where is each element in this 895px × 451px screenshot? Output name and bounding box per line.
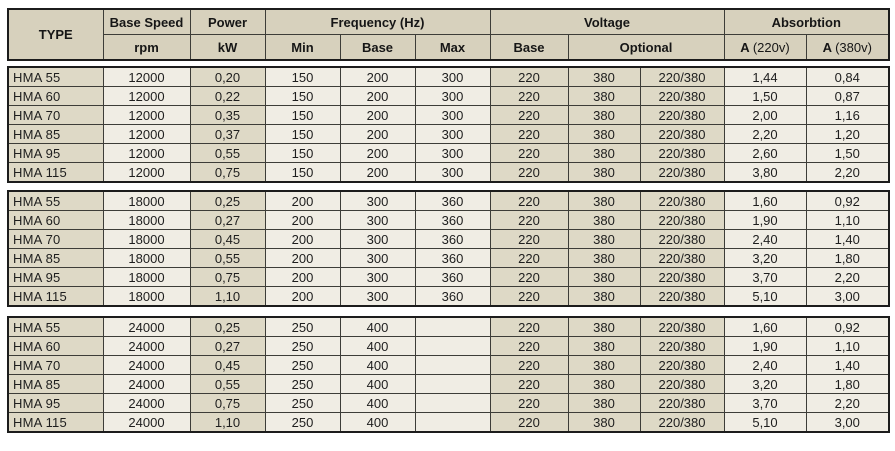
- cell-amp_220v: 1,60: [724, 191, 806, 211]
- cell-amp_220v: 2,40: [724, 230, 806, 249]
- cell-rpm: 18000: [103, 287, 190, 307]
- cell-rpm: 18000: [103, 191, 190, 211]
- cell-volt_base: 220: [490, 413, 568, 433]
- cell-volt_optional: 220/380: [640, 230, 724, 249]
- cell-amp_220v: 2,20: [724, 125, 806, 144]
- cell-type: HMA 55: [8, 67, 103, 87]
- amp-380-bold: A: [822, 39, 832, 55]
- cell-amp_220v: 3,20: [724, 249, 806, 268]
- cell-volt_optional: 220/380: [640, 413, 724, 433]
- cell-freq_min: 150: [265, 87, 340, 106]
- cell-rpm: 12000: [103, 106, 190, 125]
- cell-amp_220v: 3,70: [724, 394, 806, 413]
- cell-freq_min: 150: [265, 144, 340, 163]
- cell-freq_base: 200: [340, 144, 415, 163]
- cell-volt_base: 220: [490, 394, 568, 413]
- table-row: [8, 337, 889, 356]
- cell-rpm: 24000: [103, 317, 190, 337]
- cell-amp_380v: 3,00: [806, 413, 889, 433]
- cell-freq_min: 150: [265, 106, 340, 125]
- table-row: [8, 106, 889, 125]
- cell-amp_220v: 1,90: [724, 337, 806, 356]
- table-row: [8, 191, 889, 211]
- col-header-voltage-optional: Optional: [568, 35, 724, 61]
- cell-volt_alt: 380: [568, 67, 640, 87]
- cell-volt_base: 220: [490, 287, 568, 307]
- cell-volt_optional: 220/380: [640, 337, 724, 356]
- cell-amp_380v: 0,84: [806, 67, 889, 87]
- cell-freq_min: 250: [265, 337, 340, 356]
- table-row: [8, 394, 889, 413]
- table-row: [8, 163, 889, 183]
- cell-rpm: 12000: [103, 67, 190, 87]
- cell-freq_base: 300: [340, 191, 415, 211]
- cell-volt_base: 220: [490, 67, 568, 87]
- cell-rpm: 24000: [103, 375, 190, 394]
- cell-amp_380v: 0,92: [806, 317, 889, 337]
- cell-amp_220v: 5,10: [724, 413, 806, 433]
- cell-amp_380v: 1,80: [806, 249, 889, 268]
- cell-kw: 0,75: [190, 268, 265, 287]
- cell-volt_alt: 380: [568, 356, 640, 375]
- cell-freq_base: 400: [340, 394, 415, 413]
- cell-freq_max: 300: [415, 163, 490, 183]
- cell-kw: 0,27: [190, 337, 265, 356]
- cell-volt_base: 220: [490, 125, 568, 144]
- cell-rpm: 12000: [103, 125, 190, 144]
- cell-amp_380v: 1,20: [806, 125, 889, 144]
- cell-freq_base: 200: [340, 67, 415, 87]
- cell-amp_380v: 1,40: [806, 356, 889, 375]
- cell-type: HMA 55: [8, 191, 103, 211]
- cell-volt_alt: 380: [568, 413, 640, 433]
- header-row-groups: [8, 9, 889, 35]
- col-header-voltage-base: Base: [490, 35, 568, 61]
- cell-volt_optional: 220/380: [640, 67, 724, 87]
- table-row: [8, 67, 889, 87]
- cell-type: HMA 60: [8, 211, 103, 230]
- cell-freq_max: 360: [415, 287, 490, 307]
- cell-volt_optional: 220/380: [640, 317, 724, 337]
- cell-volt_base: 220: [490, 230, 568, 249]
- cell-volt_optional: 220/380: [640, 163, 724, 183]
- cell-freq_min: 200: [265, 287, 340, 307]
- cell-volt_base: 220: [490, 249, 568, 268]
- motor-spec-table: [7, 8, 890, 433]
- cell-freq_base: 200: [340, 106, 415, 125]
- cell-volt_alt: 380: [568, 394, 640, 413]
- table-row: [8, 317, 889, 337]
- table-row: [8, 375, 889, 394]
- table-row: [8, 249, 889, 268]
- cell-type: HMA 115: [8, 163, 103, 183]
- cell-freq_max: 300: [415, 67, 490, 87]
- col-header-power: Power: [190, 9, 265, 35]
- cell-volt_optional: 220/380: [640, 394, 724, 413]
- cell-freq_max: [415, 356, 490, 375]
- cell-freq_max: 360: [415, 249, 490, 268]
- cell-type: HMA 85: [8, 249, 103, 268]
- cell-kw: 1,10: [190, 287, 265, 307]
- col-header-freq-min: Min: [265, 35, 340, 61]
- cell-volt_base: 220: [490, 317, 568, 337]
- cell-freq_base: 400: [340, 356, 415, 375]
- cell-volt_optional: 220/380: [640, 375, 724, 394]
- cell-freq_min: 200: [265, 191, 340, 211]
- cell-volt_alt: 380: [568, 125, 640, 144]
- cell-volt_base: 220: [490, 356, 568, 375]
- cell-amp_220v: 1,44: [724, 67, 806, 87]
- cell-volt_alt: 380: [568, 249, 640, 268]
- cell-volt_alt: 380: [568, 191, 640, 211]
- speed-block-18000: [7, 190, 890, 307]
- cell-kw: 0,45: [190, 230, 265, 249]
- cell-amp_220v: 3,80: [724, 163, 806, 183]
- cell-volt_optional: 220/380: [640, 125, 724, 144]
- cell-type: HMA 70: [8, 106, 103, 125]
- cell-type: HMA 70: [8, 356, 103, 375]
- cell-kw: 0,25: [190, 317, 265, 337]
- cell-rpm: 12000: [103, 163, 190, 183]
- cell-freq_base: 300: [340, 211, 415, 230]
- cell-volt_base: 220: [490, 337, 568, 356]
- amp-220-bold: A: [740, 39, 750, 55]
- cell-amp_220v: 2,00: [724, 106, 806, 125]
- cell-rpm: 12000: [103, 87, 190, 106]
- cell-kw: 0,20: [190, 67, 265, 87]
- cell-volt_base: 220: [490, 375, 568, 394]
- cell-freq_base: 300: [340, 230, 415, 249]
- table-row: [8, 268, 889, 287]
- col-group-voltage: Voltage: [490, 9, 724, 35]
- speed-block-24000: [7, 316, 890, 433]
- cell-amp_220v: 3,20: [724, 375, 806, 394]
- cell-volt_base: 220: [490, 211, 568, 230]
- cell-kw: 0,55: [190, 249, 265, 268]
- table-row: [8, 413, 889, 433]
- cell-amp_220v: 5,10: [724, 287, 806, 307]
- cell-type: HMA 115: [8, 287, 103, 307]
- cell-freq_min: 200: [265, 211, 340, 230]
- cell-volt_alt: 380: [568, 87, 640, 106]
- col-header-rpm: rpm: [103, 35, 190, 61]
- speed-block-12000: [7, 66, 890, 183]
- cell-volt_optional: 220/380: [640, 191, 724, 211]
- cell-freq_base: 200: [340, 87, 415, 106]
- cell-freq_min: 200: [265, 249, 340, 268]
- cell-volt_base: 220: [490, 87, 568, 106]
- cell-rpm: 18000: [103, 249, 190, 268]
- cell-rpm: 18000: [103, 211, 190, 230]
- amp-380-unit: (380v): [835, 39, 872, 55]
- cell-freq_max: [415, 337, 490, 356]
- cell-volt_alt: 380: [568, 375, 640, 394]
- cell-amp_220v: 1,60: [724, 317, 806, 337]
- cell-freq_min: 150: [265, 125, 340, 144]
- table-header: [7, 8, 890, 61]
- cell-freq_base: 300: [340, 287, 415, 307]
- cell-freq_base: 400: [340, 413, 415, 433]
- cell-volt_alt: 380: [568, 144, 640, 163]
- cell-freq_min: 250: [265, 375, 340, 394]
- cell-freq_max: 360: [415, 230, 490, 249]
- cell-type: HMA 60: [8, 337, 103, 356]
- cell-type: HMA 95: [8, 394, 103, 413]
- col-header-amp-220v: [724, 35, 806, 61]
- cell-volt_alt: 380: [568, 287, 640, 307]
- cell-volt_alt: 380: [568, 317, 640, 337]
- cell-type: HMA 115: [8, 413, 103, 433]
- cell-freq_max: [415, 394, 490, 413]
- cell-volt_alt: 380: [568, 230, 640, 249]
- cell-freq_min: 200: [265, 268, 340, 287]
- cell-freq_base: 200: [340, 125, 415, 144]
- cell-freq_base: 200: [340, 163, 415, 183]
- table-row: [8, 125, 889, 144]
- header-row-units: [8, 35, 889, 61]
- cell-amp_380v: 2,20: [806, 394, 889, 413]
- cell-rpm: 24000: [103, 337, 190, 356]
- cell-volt_optional: 220/380: [640, 211, 724, 230]
- cell-freq_max: [415, 413, 490, 433]
- table-row: [8, 230, 889, 249]
- table-row: [8, 287, 889, 307]
- col-header-base-speed: Base Speed: [103, 9, 190, 35]
- cell-amp_380v: 1,50: [806, 144, 889, 163]
- cell-freq_max: [415, 317, 490, 337]
- cell-kw: 0,37: [190, 125, 265, 144]
- table-row: [8, 87, 889, 106]
- cell-freq_min: 150: [265, 67, 340, 87]
- cell-kw: 0,25: [190, 191, 265, 211]
- cell-amp_380v: 0,87: [806, 87, 889, 106]
- cell-freq_max: 300: [415, 106, 490, 125]
- cell-volt_alt: 380: [568, 211, 640, 230]
- cell-kw: 0,35: [190, 106, 265, 125]
- cell-freq_base: 400: [340, 337, 415, 356]
- col-header-type: TYPE: [8, 9, 103, 60]
- cell-volt_alt: 380: [568, 268, 640, 287]
- cell-type: HMA 95: [8, 268, 103, 287]
- cell-volt_alt: 380: [568, 163, 640, 183]
- cell-kw: 0,55: [190, 144, 265, 163]
- cell-freq_min: 250: [265, 413, 340, 433]
- col-group-absorbtion: Absorbtion: [724, 9, 889, 35]
- cell-volt_optional: 220/380: [640, 356, 724, 375]
- cell-volt_optional: 220/380: [640, 249, 724, 268]
- cell-amp_380v: 3,00: [806, 287, 889, 307]
- cell-volt_base: 220: [490, 144, 568, 163]
- cell-amp_380v: 1,10: [806, 337, 889, 356]
- cell-volt_base: 220: [490, 191, 568, 211]
- cell-freq_base: 300: [340, 249, 415, 268]
- cell-amp_380v: 1,10: [806, 211, 889, 230]
- cell-freq_max: 300: [415, 144, 490, 163]
- cell-freq_base: 400: [340, 317, 415, 337]
- cell-freq_base: 400: [340, 375, 415, 394]
- cell-freq_max: [415, 375, 490, 394]
- cell-freq_min: 150: [265, 163, 340, 183]
- col-header-amp-380v: [806, 35, 889, 61]
- cell-freq_base: 300: [340, 268, 415, 287]
- cell-amp_220v: 1,50: [724, 87, 806, 106]
- cell-volt_alt: 380: [568, 337, 640, 356]
- cell-volt_optional: 220/380: [640, 287, 724, 307]
- cell-rpm: 12000: [103, 144, 190, 163]
- cell-volt_optional: 220/380: [640, 106, 724, 125]
- cell-amp_380v: 1,80: [806, 375, 889, 394]
- cell-freq_min: 200: [265, 230, 340, 249]
- col-header-freq-max: Max: [415, 35, 490, 61]
- cell-rpm: 24000: [103, 413, 190, 433]
- cell-type: HMA 70: [8, 230, 103, 249]
- cell-freq_max: 360: [415, 268, 490, 287]
- cell-kw: 0,45: [190, 356, 265, 375]
- cell-freq_max: 360: [415, 211, 490, 230]
- cell-rpm: 18000: [103, 268, 190, 287]
- cell-kw: 0,75: [190, 394, 265, 413]
- cell-rpm: 24000: [103, 356, 190, 375]
- cell-freq_min: 250: [265, 356, 340, 375]
- cell-freq_max: 300: [415, 87, 490, 106]
- cell-volt_alt: 380: [568, 106, 640, 125]
- cell-volt_base: 220: [490, 268, 568, 287]
- cell-type: HMA 60: [8, 87, 103, 106]
- amp-220-unit: (220v): [752, 39, 790, 55]
- cell-volt_optional: 220/380: [640, 87, 724, 106]
- col-group-frequency: Frequency (Hz): [265, 9, 490, 35]
- cell-volt_optional: 220/380: [640, 144, 724, 163]
- cell-freq_max: 300: [415, 125, 490, 144]
- cell-amp_380v: 0,92: [806, 191, 889, 211]
- cell-kw: 0,27: [190, 211, 265, 230]
- cell-type: HMA 85: [8, 125, 103, 144]
- cell-amp_220v: 1,90: [724, 211, 806, 230]
- table-row: [8, 144, 889, 163]
- cell-freq_min: 250: [265, 394, 340, 413]
- cell-freq_min: 250: [265, 317, 340, 337]
- table-row: [8, 356, 889, 375]
- cell-freq_max: 360: [415, 191, 490, 211]
- cell-amp_380v: 2,20: [806, 163, 889, 183]
- cell-amp_380v: 1,40: [806, 230, 889, 249]
- cell-amp_380v: 1,16: [806, 106, 889, 125]
- cell-type: HMA 85: [8, 375, 103, 394]
- cell-type: HMA 55: [8, 317, 103, 337]
- cell-type: HMA 95: [8, 144, 103, 163]
- cell-volt_base: 220: [490, 106, 568, 125]
- cell-kw: 1,10: [190, 413, 265, 433]
- cell-amp_380v: 2,20: [806, 268, 889, 287]
- cell-volt_base: 220: [490, 163, 568, 183]
- col-header-kw: kW: [190, 35, 265, 61]
- cell-kw: 0,75: [190, 163, 265, 183]
- col-header-freq-base: Base: [340, 35, 415, 61]
- table-row: [8, 211, 889, 230]
- cell-amp_220v: 2,40: [724, 356, 806, 375]
- cell-kw: 0,55: [190, 375, 265, 394]
- cell-volt_optional: 220/380: [640, 268, 724, 287]
- cell-amp_220v: 2,60: [724, 144, 806, 163]
- cell-kw: 0,22: [190, 87, 265, 106]
- cell-rpm: 24000: [103, 394, 190, 413]
- cell-amp_220v: 3,70: [724, 268, 806, 287]
- cell-rpm: 18000: [103, 230, 190, 249]
